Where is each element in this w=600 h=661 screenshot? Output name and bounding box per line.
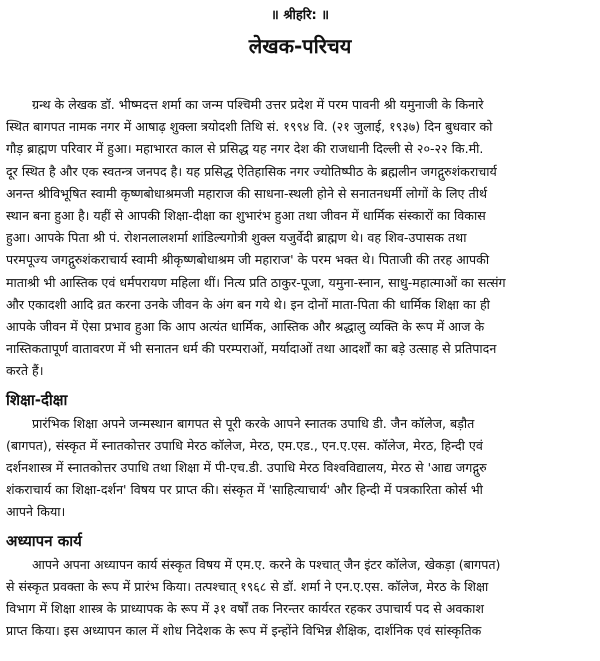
text-line: स्थित बागपत नामक नगर में आषाढ़ शुक्ला त्रयोदशी तिथि सं. १९९४ वि. (२१ जुलाई, १९३७) दिन बुधवार को <box>6 119 493 135</box>
text-line: आपके जीवन में ऐसा प्रभाव हुआ कि आप अत्यंत धार्मिक, आस्तिक और श्रद्धालु व्यक्ति के रूप में आज के <box>6 319 485 335</box>
text-line: दूर स्थित है और एक स्वतन्त्र जनपद है। यह प्रसिद्ध ऐतिहासिक नगर ज्योतिष्पीठ के ब्रह्मलीन जगद्गुरुशंकराचार्य <box>6 163 497 179</box>
text-line: गौड़ ब्राह्मण परिवार में हुआ। महाभारत काल से प्रसिद्ध यह नगर देश की राजधानी दिल्ली से २०-२२ कि.मी. <box>6 141 484 157</box>
text-line: ग्रन्थ के लेखक डॉ. भीष्मदत्त शर्मा का जन्म पश्चिमी उत्तर प्रदेश में परम पावनी श्री यमुनाजी के किनारे <box>32 97 484 112</box>
text-line: प्राप्त किया। इस अध्यापन काल में शोध निदेशक के रूप में इन्होंने विभिन्न शैक्षिक, दार्शनिक एवं सांस्कृतिक <box>6 623 482 639</box>
teaching-paragraph <box>6 554 594 643</box>
text-line: आपने अपना अध्यापन कार्य संस्कृत विषय में एम.ए. करने के पश्चात् जैन इंटर कॉलेज, खेकड़ा (बागपत) <box>32 556 501 572</box>
text-line: स्थान बना हुआ है। यहीं से आपकी शिक्षा-दीक्षा का शुभारंभ हुआ तथा जीवन में धार्मिक संस्कारों का विकास <box>6 208 486 224</box>
text-line: विभाग में शिक्षा शास्त्र के प्राध्यापक के रूप में ३१ वर्षों तक निरन्तर कार्यरत रहकर उपाचार्य पद से अवकाश <box>6 601 484 617</box>
education-paragraph <box>6 413 594 524</box>
text-line: परमपूज्य जगद्गुरुशंकराचार्य स्वामी श्रीकृष्णबोधाश्रम जी महाराज' के परम भक्त थे। पिताजी की तरह आपकी <box>6 252 490 268</box>
text-line: प्रारंभिक शिक्षा अपने जन्मस्थान बागपत से पूरी करके आपने स्नातक उपाधि डी. जैन कॉलेज, बड़ौत <box>32 415 475 431</box>
text-line: दर्शनशास्त्र में स्नातकोत्तर उपाधि तथा शिक्षा में पी-एच.डी. उपाधि मेरठ विश्वविद्यालय, मेरठ से 'आद्य जगद्गुरु <box>6 460 487 476</box>
text-line: (बागपत), संस्कृत में स्नातकोत्तर उपाधि मेरठ कॉलेज, मेरठ, एम.एड., एन.ए.एस. कॉलेज, मेरठ, हिन्दी एवं <box>6 437 483 453</box>
text-line: नास्तिकतापूर्ण वातावरण में भी सनातन धर्म की परम्पराओं, मर्यादाओं तथा आदर्शों का बड़े उत्साह से प्रतिपादन <box>6 341 497 357</box>
section-heading-education: शिक्षा-दीक्षा <box>6 390 68 409</box>
text-line: करते हैं। <box>6 363 44 379</box>
text-line: अनन्त श्रीविभूषित स्वामी कृष्णबोधाश्रमजी महाराज की साधना-स्थली होने से सनातनधर्मी लोगों के लिए तीर्थ <box>6 185 488 201</box>
intro-paragraph <box>6 94 594 383</box>
page-title: लेखक-परिचय <box>248 34 352 58</box>
section-heading-teaching: अध्यापन कार्य <box>6 531 82 550</box>
invocation-header: ॥ श्रीहरि: ॥ <box>271 8 329 23</box>
text-line: माताश्री भी आस्तिक एवं धर्मपरायण महिला थीं। नित्य प्रति ठाकुर-पूजा, यमुना-स्नान, साधु-महात्माओं का सत्संग <box>6 274 506 290</box>
text-line: हुआ। आपके पिता श्री पं. रोशनलालशर्मा शांडिल्यगोत्री शुक्ल यजुर्वेदी ब्राह्मण थे। वह शिव-उपासक तथा <box>6 230 467 246</box>
text-line: से संस्कृत प्रवक्ता के रूप में प्रारंभ किया। तत्पश्चात् १९६८ से डॉ. शर्मा ने एन.ए.एस. कॉलेज, मेरठ के शिक्षा <box>6 578 489 594</box>
text-line: और एकादशी आदि व्रत करना उनके जीवन के अंग बन गये थे। इन दोनों माता-पिता की धार्मिक शिक्षा का ही <box>6 296 490 312</box>
text-line: आपने किया। <box>6 504 66 520</box>
text-line: शंकराचार्य का शिक्षा-दर्शन' विषय पर प्राप्त की। संस्कृत में 'साहित्याचार्य' और हिन्दी में पत्रकारिता कोर्स भी <box>6 482 483 498</box>
